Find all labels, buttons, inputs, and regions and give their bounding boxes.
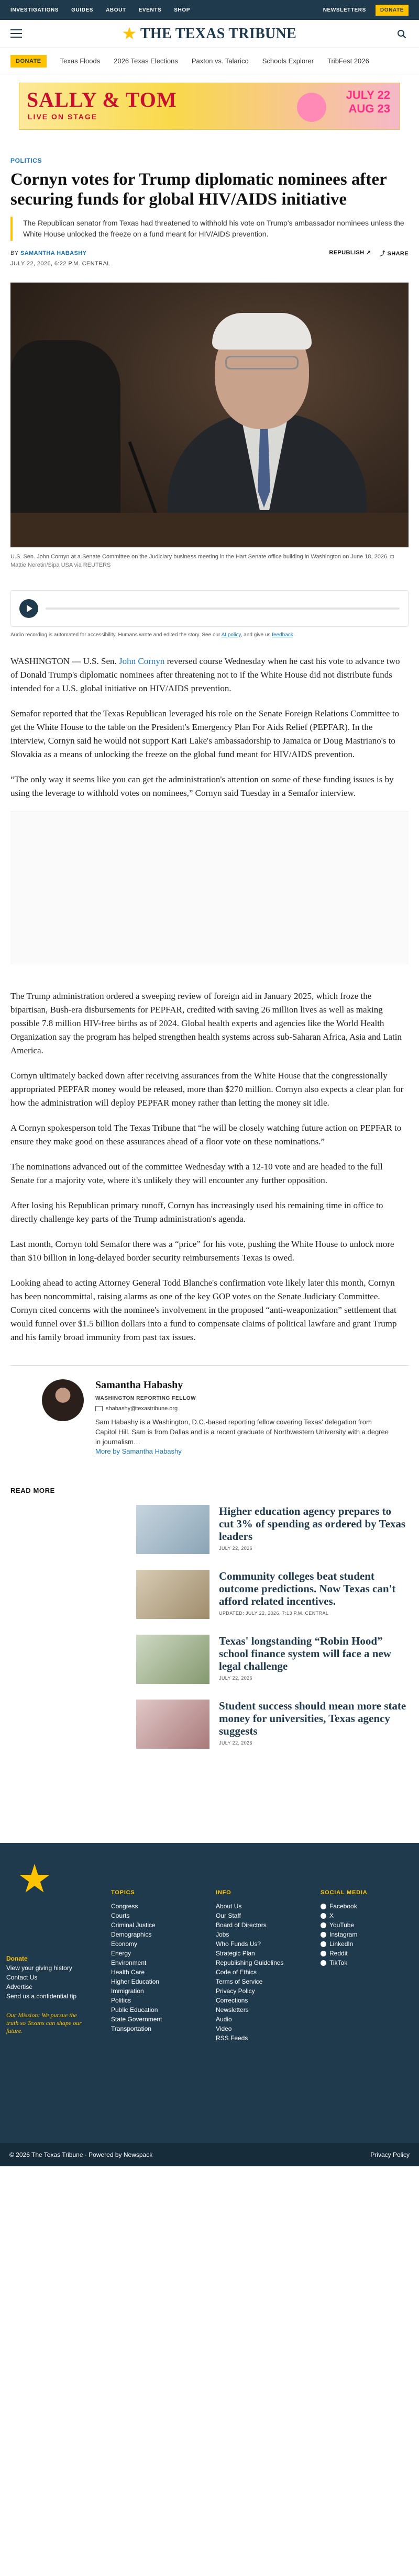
instagram-icon: [321, 1932, 326, 1938]
lead-photo: [10, 283, 409, 547]
play-icon: [27, 605, 32, 612]
story-title[interactable]: Texas' longstanding “Robin Hood” school finance system will face a new legal challenge: [219, 1635, 391, 1672]
footer-topic-link[interactable]: Environment: [111, 1959, 147, 1966]
footer-topic-link[interactable]: Public Education: [111, 2006, 158, 2013]
footer-bottom-bar: [0, 2143, 419, 2166]
footer-star-logo[interactable]: [19, 1864, 50, 1895]
camera-icon: ◘: [390, 554, 394, 560]
article-paragraph: [10, 655, 409, 695]
topic-link[interactable]: TribFest 2026: [327, 57, 369, 65]
footer-left-column: [6, 1954, 85, 2035]
footer-info-link[interactable]: Republishing Guidelines: [216, 1959, 284, 1966]
ad-subline: LIVE ON STAGE: [28, 113, 98, 121]
utility-right: [323, 5, 409, 16]
footer-link[interactable]: Advertise: [6, 1983, 33, 1990]
cornyn-link[interactable]: John Cornyn: [119, 656, 165, 666]
footer-mission: Our Mission: We pursue the truth so Texans can shape our future.: [6, 2011, 82, 2034]
article-headline: Cornyn votes for Trump diplomatic nominees after securing funds for global HIV/AIDS initiative: [10, 170, 387, 209]
article-paragraph: Semafor reported that the Texas Republican leveraged his role on the Senate Foreign Relations Committee to get the White House to the table on the President's Emergency Plan For Aids Relief (PEPFAR). In the interview, Cornyn said he would not support Kari Lake's ambassadorship to Jamaica or Doug Mastriano's to Slovakia as a means of unlocking the freeze on the global fund meant for HIV/AIDS prevention.: [10, 708, 400, 759]
story-thumbnail[interactable]: [136, 1570, 210, 1619]
author-bio: Sam Habashy is a Washington, D.C.-based reporting fellow covering Texas' delegation from Capitol Hill. Sam is from Dallas and is a recent graduate of Northwestern University with a degree in journalism…: [95, 1418, 389, 1446]
story-date: UPDATED: JULY 22, 2026, 7:13 P.M. CENTRAL: [219, 1611, 329, 1616]
list-item[interactable]: [136, 1635, 409, 1700]
read-more-list: [136, 1505, 409, 1764]
article-paragraph: A Cornyn spokesperson told The Texas Tribune that “he will be closely watching future action on PEPFAR to ensure they make good on these assurances ahead of a floor vote on these nominations.”: [10, 1123, 402, 1146]
author-name[interactable]: Samantha Habashy: [95, 1379, 183, 1391]
topic-link[interactable]: 2026 Texas Elections: [114, 57, 178, 65]
donate-button-top[interactable]: DONATE: [376, 5, 409, 16]
story-date: JULY 22, 2026: [219, 1675, 252, 1681]
audio-note: [10, 631, 409, 639]
photo-credit: Mattie Neretin/Sipa USA via REUTERS: [10, 562, 111, 568]
footer-info-link[interactable]: About Us: [216, 1903, 242, 1910]
footer-topic-link[interactable]: Transportation: [111, 2025, 151, 2032]
privacy-policy-link[interactable]: Privacy Policy: [370, 2151, 410, 2158]
article-paragraph: Last month, Cornyn told Semafor there was a “price” for his vote, pushing the White House to unlock more than $10 billion in long-delayed border security reimbursements Texas is owed.: [10, 1239, 394, 1263]
site-name: THE TEXAS TRIBUNE: [140, 25, 297, 42]
share-button[interactable]: [380, 249, 409, 257]
reddit-icon: [321, 1951, 326, 1956]
social-link-facebook[interactable]: Facebook: [329, 1903, 357, 1910]
audio-note-text: .: [293, 632, 295, 638]
byline-prefix: BY: [10, 250, 19, 256]
story-thumbnail[interactable]: [136, 1700, 210, 1749]
donate-button-nav[interactable]: DONATE: [10, 55, 47, 68]
story-date: JULY 22, 2026: [219, 1546, 252, 1551]
utility-link-about[interactable]: ABOUT: [106, 7, 126, 13]
article-paragraph: The Trump administration ordered a sweeping review of foreign aid in January 2025, which froze the bipartisan, Bush-era disbursements for PEPFAR, credited with saving 26 million lives as well as making possible 7.8 million HIV-free births as of 2024. Global health experts and agencies like the World Health Organization say the program has helped strengthen health systems across sub-Saharan Africa, Asia and Latin America.: [10, 991, 402, 1055]
story-title[interactable]: Student success should mean more state money for universities, Texas agency suggests: [219, 1700, 406, 1737]
site-footer: [0, 1843, 419, 2143]
read-more-section: [10, 1487, 409, 1764]
newsletters-link[interactable]: NEWSLETTERS: [323, 7, 366, 13]
footer-info-link[interactable]: Privacy Policy: [216, 1987, 255, 1995]
tiktok-icon: [321, 1960, 326, 1966]
play-button[interactable]: [19, 599, 38, 618]
site-logo[interactable]: [123, 26, 296, 42]
dateline: JULY 22, 2026, 6:22 P.M. CENTRAL: [10, 261, 111, 267]
article: [10, 157, 409, 1764]
footer-topic-link[interactable]: Energy: [111, 1950, 131, 1957]
audio-player: [10, 590, 409, 627]
story-date: JULY 22, 2026: [219, 1740, 252, 1746]
topic-link[interactable]: Paxton vs. Talarico: [191, 57, 249, 65]
footer-topic-link[interactable]: Demographics: [111, 1931, 152, 1938]
footer-topic-link[interactable]: State Government: [111, 2016, 162, 2023]
footer-info-link[interactable]: RSS Feeds: [216, 2034, 248, 2042]
footer-info-link[interactable]: Who Funds Us?: [216, 1940, 261, 1948]
footer-donate-link[interactable]: Donate: [6, 1955, 28, 1962]
article-paragraph: Cornyn ultimately backed down after receiving assurances from the White House that the congressionally appropriated PEPFAR money would be released, more than $270 million. Cornyn also expects a clear plan for how the administration will deploy PEPFAR money rather than letting the money sit idle.: [10, 1071, 404, 1108]
footer-topic-link[interactable]: Higher Education: [111, 1978, 160, 1985]
footer-info-link[interactable]: Code of Ethics: [216, 1968, 257, 1976]
social-link-youtube[interactable]: YouTube: [329, 1921, 355, 1929]
author-email[interactable]: shabashy@texastribune.org: [106, 1405, 178, 1412]
byline-row: [10, 249, 409, 257]
footer-topic-link[interactable]: Courts: [111, 1912, 130, 1919]
footer-info-link[interactable]: Video: [216, 2025, 232, 2032]
ad-graphic: [297, 93, 326, 122]
republish-icon: ↗: [366, 250, 371, 256]
footer-topic-link[interactable]: Immigration: [111, 1987, 144, 1995]
topic-nav: [0, 48, 419, 74]
footer-info-link[interactable]: Board of Directors: [216, 1921, 267, 1929]
youtube-icon: [321, 1922, 326, 1928]
footer-info-heading: INFO: [216, 1889, 231, 1896]
footer-topic-link[interactable]: Congress: [111, 1903, 138, 1910]
footer-info-link[interactable]: Audio: [216, 2016, 232, 2023]
footer-social-heading: SOCIAL MEDIA: [321, 1889, 368, 1896]
author-email-row: [95, 1405, 389, 1412]
social-link-reddit[interactable]: Reddit: [329, 1950, 348, 1957]
ad-date-end: AUG 23: [348, 102, 390, 115]
article-paragraph: The nominations advanced out of the committee Wednesday with a 12-10 vote and are headed to the full Senate for a majority vote, where it's unlikely they will encounter any further opposition.: [10, 1162, 383, 1185]
ad-dates: [346, 88, 390, 116]
story-title[interactable]: Higher education agency prepares to cut 3% of spending as ordered by Texas leaders: [219, 1505, 406, 1543]
list-item[interactable]: [136, 1505, 409, 1570]
mail-icon: [95, 1406, 103, 1411]
story-title[interactable]: Community colleges beat student outcome predictions. Now Texas can't afford related incentives.: [219, 1570, 396, 1607]
article-dek: The Republican senator from Texas had threatened to withhold his vote on Trump's ambassador nominees unless the White House unlocked the freeze on a fund meant for HIV/AIDS prevention.: [10, 217, 409, 241]
utility-link-shop[interactable]: SHOP: [174, 7, 191, 13]
x-icon: [321, 1913, 326, 1919]
footer-topic-link[interactable]: Politics: [111, 1997, 131, 2004]
article-actions: [329, 249, 409, 257]
article-paragraph: “The only way it seems like you can get the administration's attention on some of these funding issues is by using the leverage to withhold votes on nominees,” Cornyn said Tuesday in a Semafor interview.: [10, 774, 394, 798]
share-label: SHARE: [387, 251, 409, 257]
linkedin-icon: [321, 1941, 326, 1947]
story-thumbnail[interactable]: [136, 1505, 210, 1554]
read-more-heading: READ MORE: [10, 1487, 55, 1494]
menu-icon[interactable]: [10, 29, 22, 38]
copyright: © 2026 The Texas Tribune · Powered by Newspack: [9, 2151, 153, 2158]
list-item[interactable]: [136, 1700, 409, 1764]
footer-info-link[interactable]: Strategic Plan: [216, 1950, 255, 1957]
facebook-icon: [321, 1904, 326, 1909]
author-role: WASHINGTON REPORTING FELLOW: [95, 1396, 196, 1401]
utility-links: [10, 7, 190, 13]
republish-label: REPUBLISH: [329, 250, 365, 256]
article-body: [10, 655, 409, 1344]
share-icon: ⤴: [379, 251, 386, 257]
social-link-linkedin[interactable]: LinkedIn: [329, 1940, 354, 1948]
social-link-x[interactable]: X: [329, 1912, 334, 1919]
social-link-instagram[interactable]: Instagram: [329, 1931, 358, 1938]
footer-link[interactable]: Contact Us: [6, 1974, 38, 1981]
star-icon: [123, 27, 136, 41]
banner-ad[interactable]: [19, 83, 400, 130]
audio-note-text: , and give us: [240, 632, 271, 638]
topic-link[interactable]: Texas Floods: [60, 57, 101, 65]
article-paragraph: After losing his Republican primary runoff, Cornyn has increasingly used his remaining time in office to directly challenge key parts of the Trump administration's agenda.: [10, 1200, 383, 1224]
footer-link[interactable]: Send us a confidential tip: [6, 1993, 77, 2000]
article-paragraph: Looking ahead to acting Attorney General Todd Blanche's confirmation vote likely later this month, Cornyn has been noncommittal, raising alarms as one of the key GOP votes on the Senate Judiciary Committee. Cornyn cited concerns with the nominee's involvement in the proposed “anti-weaponization” settlement that would funnel over $1.5 billion dollars into a fund to compensate claims of political lawfare and grant Trump and his family broad immunity from past tax issues.: [10, 1278, 397, 1342]
avatar[interactable]: [42, 1379, 84, 1421]
footer-topic-link[interactable]: Economy: [111, 1940, 138, 1948]
footer-info-link[interactable]: Terms of Service: [216, 1978, 263, 1985]
footer-info-link[interactable]: Jobs: [216, 1931, 229, 1938]
author-link[interactable]: SAMANTHA HABASHY: [20, 250, 87, 256]
audio-note-text: Audio recording is automated for accessibility. Humans wrote and edited the story. See our: [10, 632, 220, 638]
footer-info-link[interactable]: Newsletters: [216, 2006, 249, 2013]
footer-topics-column: [111, 1888, 162, 2033]
photo-caption: [10, 553, 409, 569]
brand-bar: [0, 20, 419, 48]
footer-topics-heading: TOPICS: [111, 1889, 135, 1896]
more-by-author-link[interactable]: More by Samantha Habashy: [95, 1447, 182, 1455]
author-box: [10, 1365, 409, 1456]
section-kicker[interactable]: POLITICS: [10, 157, 42, 164]
feedback-link[interactable]: feedback: [272, 632, 293, 638]
footer-info-column: [216, 1888, 283, 2043]
republish-button[interactable]: [329, 249, 371, 257]
story-thumbnail[interactable]: [136, 1635, 210, 1684]
footer-link[interactable]: View your giving history: [6, 1964, 72, 1972]
inline-promo: [10, 812, 409, 963]
caption-text: U.S. Sen. John Cornyn at a Senate Committee on the Judiciary business meeting in the Hart Senate office building in Washington on June 18, 2026.: [10, 554, 389, 560]
footer-topic-link[interactable]: Criminal Justice: [111, 1921, 156, 1929]
utility-link-investigations[interactable]: INVESTIGATIONS: [10, 7, 59, 13]
utility-link-events[interactable]: EVENTS: [138, 7, 162, 13]
social-link-tiktok[interactable]: TikTok: [329, 1959, 348, 1966]
audio-progress-bar[interactable]: [46, 608, 400, 610]
ad-headline: SALLY & TOM: [27, 88, 177, 111]
topic-link[interactable]: Schools Explorer: [262, 57, 314, 65]
footer-topic-link[interactable]: Health Care: [111, 1968, 145, 1976]
ad-date-start: JULY 22: [346, 88, 390, 102]
footer-info-link[interactable]: Our Staff: [216, 1912, 241, 1919]
paragraph-text: reversed course Wednesday when he cast his vote to advance two of Donald Trump's diplomatic nominees after threatening not to if the White House did not distribute funds intended for a U.S. global initiative on HIV/AIDS prevention.: [10, 656, 400, 693]
author-info: [95, 1379, 389, 1456]
footer-social-column: [321, 1888, 367, 1967]
search-icon[interactable]: [397, 29, 406, 39]
footer-info-link[interactable]: Corrections: [216, 1997, 248, 2004]
paragraph-text: WASHINGTON — U.S. Sen.: [10, 656, 117, 666]
list-item[interactable]: [136, 1570, 409, 1635]
utility-link-guides[interactable]: GUIDES: [71, 7, 94, 13]
ai-policy-link[interactable]: AI policy: [221, 632, 241, 638]
utility-bar: [0, 0, 419, 20]
